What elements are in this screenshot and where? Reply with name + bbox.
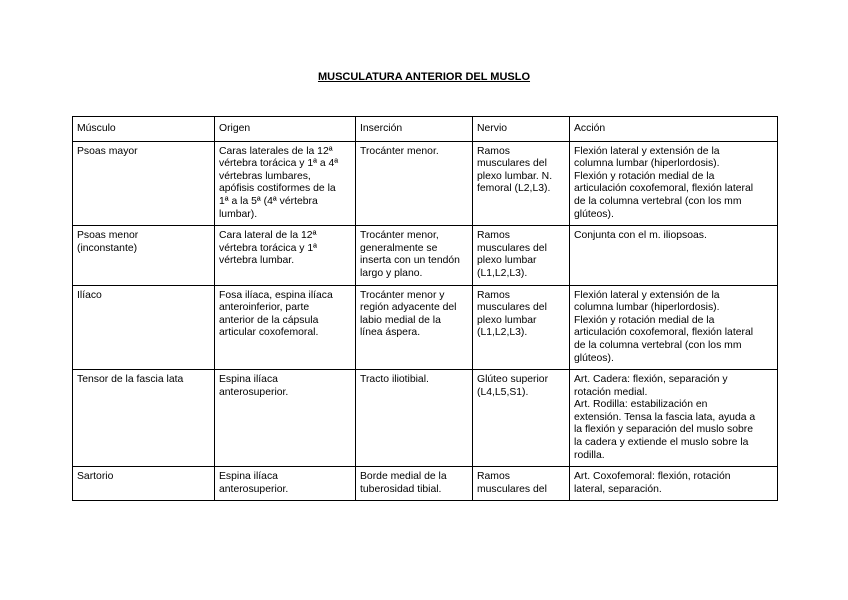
cell-musculo: Tensor de la fascia lata bbox=[73, 370, 215, 467]
cell-origen: Espina ilíaca anterosuperior. bbox=[215, 467, 356, 501]
cell-musculo: Ilíaco bbox=[73, 285, 215, 370]
cell-accion: Flexión lateral y extensión de la columna lumbar (hiperlordosis). Flexión y rotación medial de la articulación coxofemoral, flexión lateral de la columna vertebral (con los mm glúteos). bbox=[570, 285, 778, 370]
muscle-table bbox=[72, 116, 778, 501]
table-row bbox=[73, 226, 778, 285]
table-row bbox=[73, 141, 778, 226]
cell-musculo: Psoas menor (inconstante) bbox=[73, 226, 215, 285]
cell-insercion: Tracto iliotibial. bbox=[356, 370, 473, 467]
cell-accion: Art. Coxofemoral: flexión, rotación lateral, separación. bbox=[570, 467, 778, 501]
cell-insercion: Trocánter menor. bbox=[356, 141, 473, 226]
table-row bbox=[73, 370, 778, 467]
header-accion: Acción bbox=[570, 117, 778, 142]
cell-insercion: Borde medial de la tuberosidad tibial. bbox=[356, 467, 473, 501]
table-row bbox=[73, 285, 778, 370]
header-insercion: Inserción bbox=[356, 117, 473, 142]
header-origen: Origen bbox=[215, 117, 356, 142]
cell-origen: Espina ilíaca anterosuperior. bbox=[215, 370, 356, 467]
cell-nervio: Ramos musculares del plexo lumbar (L1,L2,L3). bbox=[473, 226, 570, 285]
cell-origen: Fosa ilíaca, espina ilíaca anteroinferior, parte anterior de la cápsula articular coxofemoral. bbox=[215, 285, 356, 370]
cell-accion: Art. Cadera: flexión, separación y rotación medial. Art. Rodilla: estabilización en extensión. Tensa la fascia lata, ayuda a la flexión y separación del muslo sobre la cadera y extiende el muslo sobre la rodilla. bbox=[570, 370, 778, 467]
table-row bbox=[73, 467, 778, 501]
cell-origen: Caras laterales de la 12ª vértebra torácica y 1ª a 4ª vértebras lumbares, apófisis costiformes de la 1ª a la 5ª (4ª vértebra lumbar). bbox=[215, 141, 356, 226]
header-nervio: Nervio bbox=[473, 117, 570, 142]
cell-accion: Conjunta con el m. iliopsoas. bbox=[570, 226, 778, 285]
cell-nervio: Ramos musculares del plexo lumbar (L1,L2,L3). bbox=[473, 285, 570, 370]
cell-nervio: Ramos musculares del bbox=[473, 467, 570, 501]
cell-insercion: Trocánter menor, generalmente se inserta con un tendón largo y plano. bbox=[356, 226, 473, 285]
cell-nervio: Glúteo superior (L4,L5,S1). bbox=[473, 370, 570, 467]
cell-musculo: Psoas mayor bbox=[73, 141, 215, 226]
cell-origen: Cara lateral de la 12ª vértebra torácica y 1ª vértebra lumbar. bbox=[215, 226, 356, 285]
cell-insercion: Trocánter menor y región adyacente del labio medial de la línea áspera. bbox=[356, 285, 473, 370]
table-header-row bbox=[73, 117, 778, 142]
cell-nervio: Ramos musculares del plexo lumbar. N. femoral (L2,L3). bbox=[473, 141, 570, 226]
cell-accion: Flexión lateral y extensión de la columna lumbar (hiperlordosis). Flexión y rotación medial de la articulación coxofemoral, flexión lateral de la columna vertebral (con los mm glúteos). bbox=[570, 141, 778, 226]
document-title: MUSCULATURA ANTERIOR DEL MUSLO bbox=[317, 71, 531, 83]
cell-musculo: Sartorio bbox=[73, 467, 215, 501]
header-musculo: Músculo bbox=[73, 117, 215, 142]
